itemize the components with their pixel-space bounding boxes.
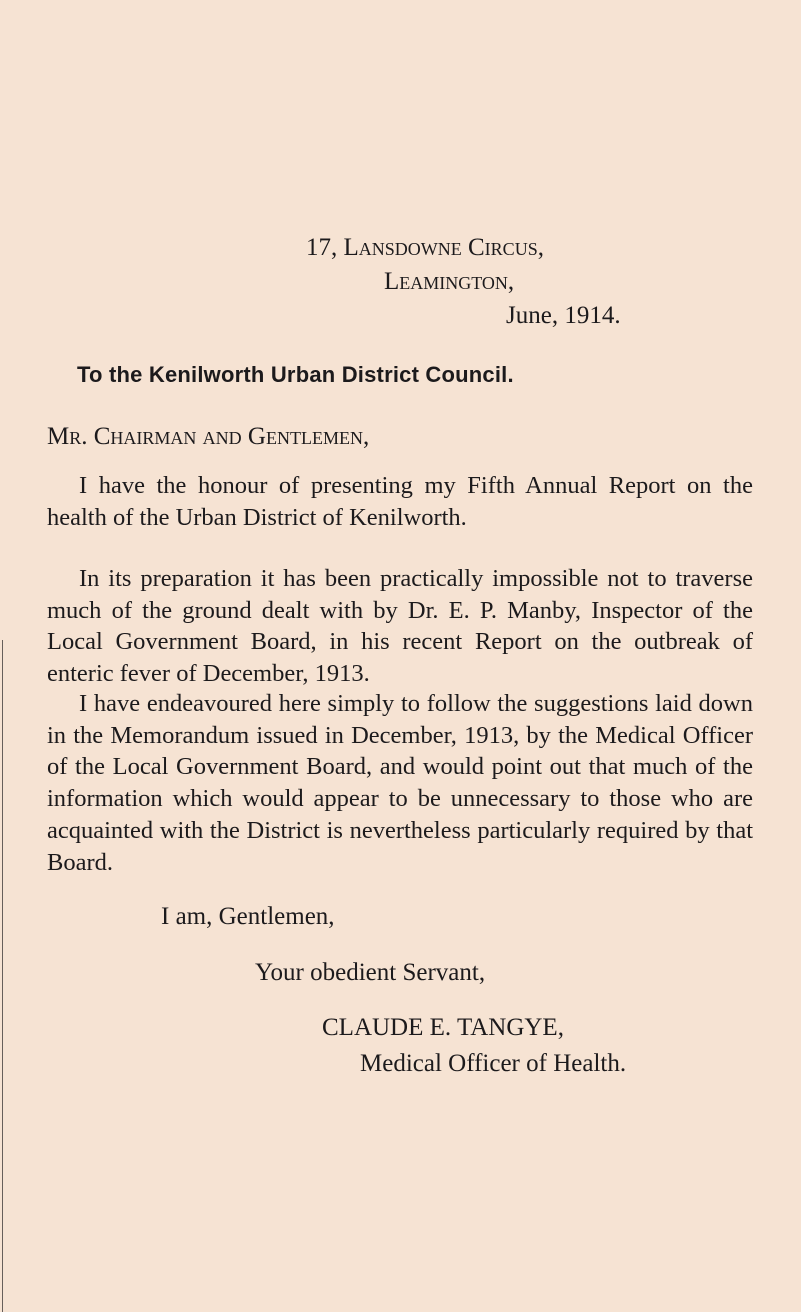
- closing-greeting: I am, Gentlemen,: [161, 903, 335, 930]
- address-town: Leamington,: [384, 268, 515, 295]
- paragraph-1: I have the honour of presenting my Fifth Annual Report on the health of the Urban District of Kenilworth.: [47, 472, 753, 531]
- paragraph-2: In its preparation it has been practically impossible not to traverse much of the ground dealt with by Dr. E. P. Manby, Inspector of the Local Government Board, in his recent Report on the outbreak of enteric fever of December, 1913.: [47, 565, 753, 688]
- salutation: Mr. Chairman and Gentlemen,: [47, 423, 370, 450]
- address-street: 17, Lansdowne Circus,: [306, 234, 544, 261]
- letter-date: June, 1914.: [506, 302, 621, 329]
- recipient-heading: To the Kenilworth Urban District Council.: [77, 362, 514, 387]
- signatory-name: CLAUDE E. TANGYE,: [322, 1014, 564, 1041]
- closing-sign-off: Your obedient Servant,: [255, 959, 486, 986]
- paragraph-3: I have endeavoured here simply to follow the suggestions laid down in the Memorandum issued in December, 1913, by the Medical Officer of the Local Government Board, and would point out that much of the information which would appear to be unnecessary to those who are acquainted with the District is nevertheless particularly required by that Board.: [47, 690, 753, 876]
- page-edge-line: [2, 640, 3, 1312]
- signatory-title: Medical Officer of Health.: [360, 1050, 627, 1077]
